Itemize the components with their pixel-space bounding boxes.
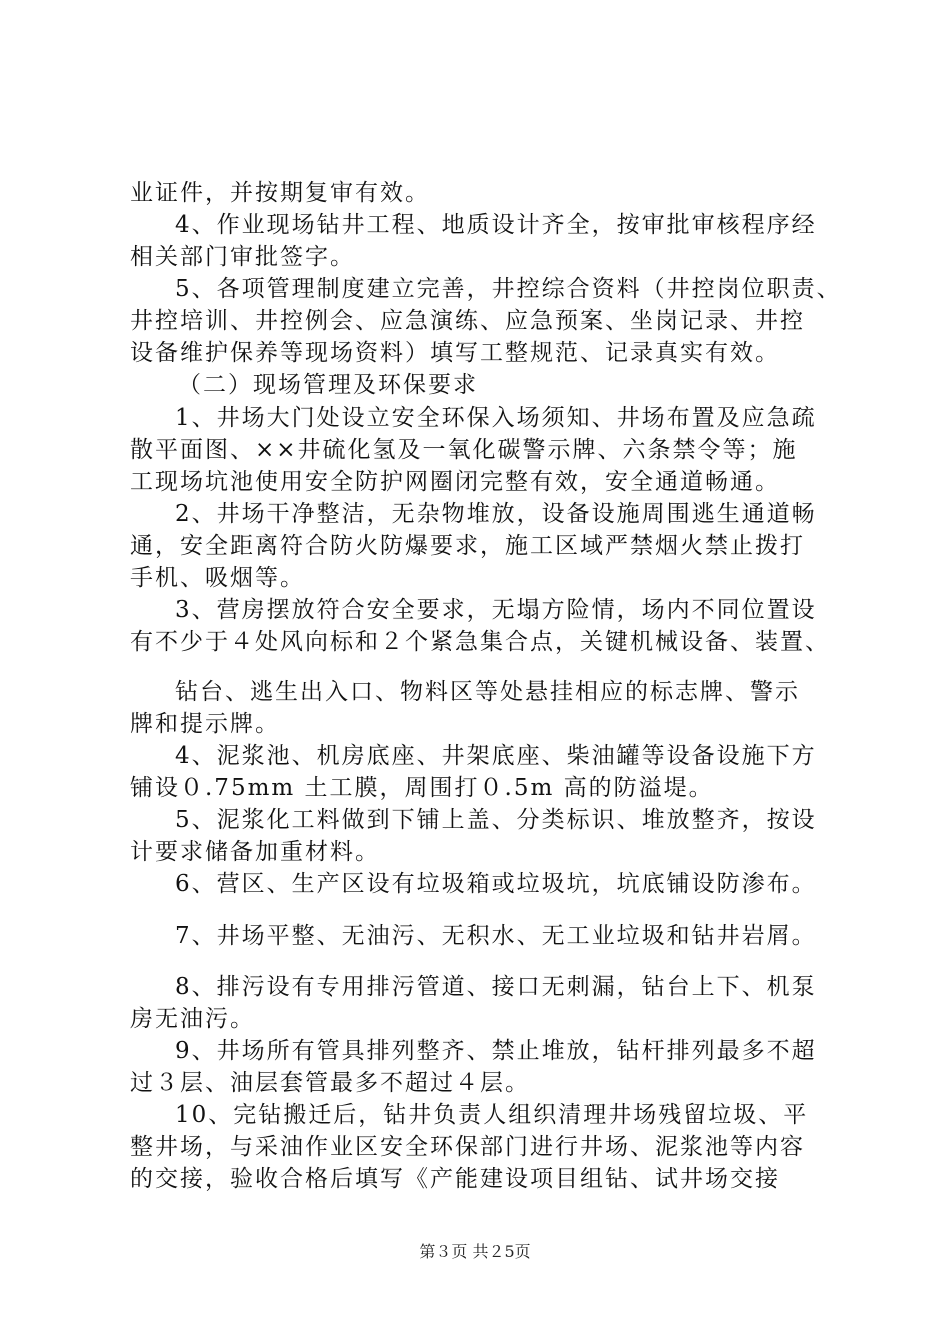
- text-line-27: 过３层、油层套管最多不超过４层。: [130, 1070, 530, 1096]
- text-line-15: 有不少于４处风向标和２个紧急集合点，关键机械设备、装置、: [130, 629, 830, 655]
- text-line-5: 井控培训、井控例会、应急演练、应急预案、坐岗记录、井控: [130, 308, 805, 334]
- text-line-21: 计要求储备加重材料。: [130, 839, 380, 865]
- text-line-14: 3、营房摆放符合安全要求，无塌方险情，场内不同位置设: [175, 597, 817, 623]
- text-line-16: 钻台、逃生出入口、物料区等处悬挂相应的标志牌、警示: [175, 679, 800, 705]
- text-line-8: 1、井场大门处设立安全环保入场须知、井场布置及应急疏: [175, 405, 817, 431]
- text-line-12: 通，安全距离符合防火防爆要求，施工区域严禁烟火禁止拨打: [130, 533, 805, 559]
- text-line-17: 牌和提示牌。: [130, 711, 280, 737]
- text-line-22: 6、营区、生产区设有垃圾箱或垃圾坑，坑底铺设防渗布。: [175, 871, 817, 897]
- page-footer: 第３页 共２5页: [419, 1242, 531, 1261]
- text-line-26: 9、井场所有管具排列整齐、禁止堆放，钻杆排列最多不超: [175, 1038, 817, 1064]
- text-line-11: 2、井场干净整洁，无杂物堆放，设备设施周围逃生通道畅: [175, 501, 817, 527]
- text-line-1: 业证件，并按期复审有效。: [130, 180, 430, 206]
- text-line-4: 5、各项管理制度建立完善，井控综合资料（井控岗位职责、: [175, 276, 842, 302]
- text-line-29: 整井场，与采油作业区安全环保部门进行井场、泥浆池等内容: [130, 1134, 805, 1160]
- text-line-3: 相关部门审批签字。: [130, 244, 355, 270]
- text-line-13: 手机、吸烟等。: [130, 565, 305, 591]
- text-line-24: 8、排污设有专用排污管道、接口无刺漏，钻台上下、机泵: [175, 974, 817, 1000]
- text-line-9: 散平面图、××井硫化氢及一氧化碳警示牌、六条禁令等；施: [130, 437, 798, 463]
- text-line-20: 5、泥浆化工料做到下铺上盖、分类标识、堆放整齐，按设: [175, 807, 817, 833]
- text-line-19: 铺设０.75mm 土工膜，周围打０.5m 高的防溢堤。: [130, 775, 714, 801]
- text-line-28: 10、完钻搬迁后，钻井负责人组织清理井场残留垃圾、平: [175, 1102, 809, 1128]
- section-heading: （二）现场管理及环保要求: [178, 372, 478, 398]
- text-line-23: 7、井场平整、无油污、无积水、无工业垃圾和钻井岩屑。: [175, 923, 817, 949]
- text-line-18: 4、泥浆池、机房底座、井架底座、柴油罐等设备设施下方: [175, 743, 817, 769]
- text-line-30: 的交接，验收合格后填写《产能建设项目组钻、试井场交接: [130, 1166, 780, 1192]
- text-line-2: 4、作业现场钻井工程、地质设计齐全，按审批审核程序经: [175, 212, 817, 238]
- text-line-10: 工现场坑池使用安全防护网圈闭完整有效，安全通道畅通。: [130, 469, 780, 495]
- text-line-25: 房无油污。: [130, 1006, 255, 1032]
- text-line-6: 设备维护保养等现场资料）填写工整规范、记录真实有效。: [130, 340, 780, 366]
